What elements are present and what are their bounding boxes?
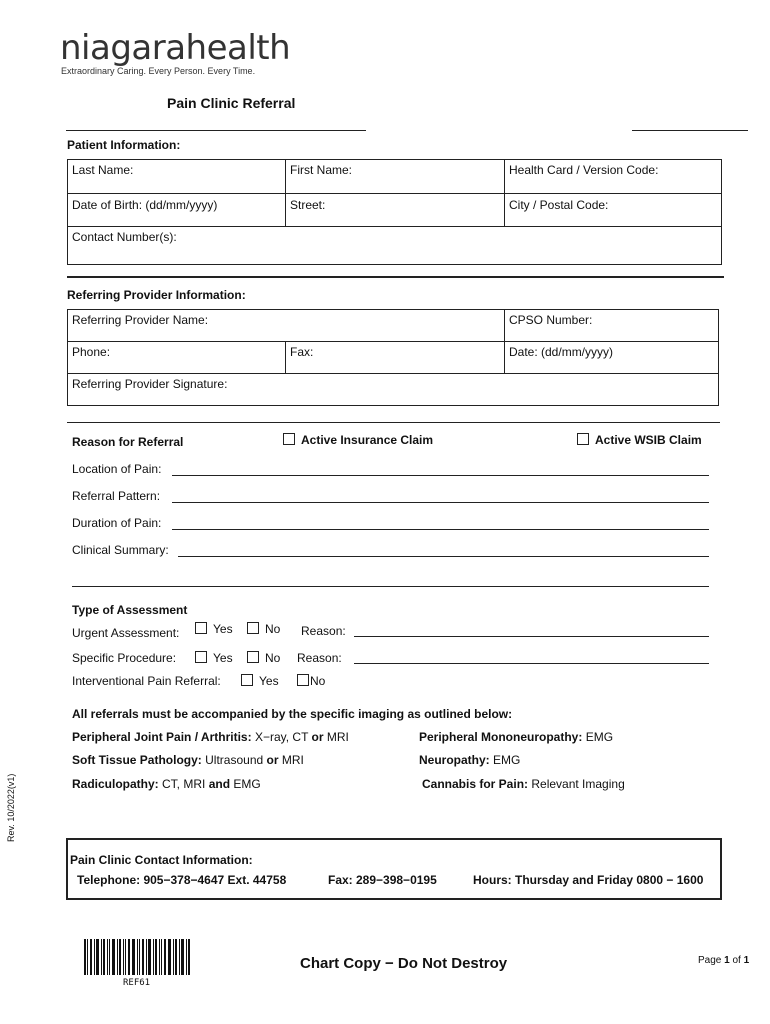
imaging-neuropathy	[419, 753, 520, 767]
neuropathy-label: Neuropathy:	[419, 753, 490, 767]
soft-tissue-or: or	[266, 753, 279, 767]
provider-name-field[interactable]: Referring Provider Name:	[72, 313, 209, 327]
specific-yes-checkbox[interactable]	[195, 651, 207, 663]
provider-signature-field[interactable]: Referring Provider Signature:	[72, 377, 228, 391]
location-of-pain-label: Location of Pain:	[72, 462, 162, 476]
mononeuropathy-label: Peripheral Mononeuropathy:	[419, 730, 583, 744]
page-word: Page	[698, 955, 722, 966]
chart-copy-notice: Chart Copy − Do Not Destroy	[300, 955, 508, 972]
patient-col-divider-2	[504, 159, 505, 226]
last-name-field[interactable]: Last Name:	[72, 163, 134, 177]
provider-col-divider-3	[504, 341, 505, 373]
patient-col-divider-1	[285, 159, 286, 226]
provider-fax-field[interactable]: Fax:	[290, 345, 314, 359]
specific-yes-label: Yes	[213, 651, 233, 665]
imaging-soft-tissue	[72, 753, 304, 767]
urgent-reason-label: Reason:	[301, 624, 346, 638]
logo-wordmark: niagarahealth	[60, 28, 291, 68]
referral-pattern-line[interactable]	[172, 502, 709, 503]
radiculopathy-label: Radiculopathy:	[72, 777, 159, 791]
imaging-radiculopathy	[72, 777, 261, 791]
cannabis-imaging: Relevant Imaging	[531, 777, 625, 791]
specific-no-option[interactable]	[247, 651, 280, 665]
page-number	[698, 955, 749, 966]
cannabis-label: Cannabis for Pain:	[422, 777, 529, 791]
insurance-claim-label: Active Insurance Claim	[301, 433, 434, 447]
radiculopathy-and: and	[208, 777, 231, 791]
street-field[interactable]: Street:	[290, 198, 326, 212]
patient-row-divider-2	[67, 226, 722, 227]
urgent-reason-line[interactable]	[354, 636, 709, 637]
contact-title: Pain Clinic Contact Information:	[70, 853, 253, 867]
provider-section-title: Referring Provider Information:	[67, 288, 246, 302]
clinical-summary-line-2[interactable]	[72, 586, 709, 587]
imaging-cannabis	[422, 777, 625, 791]
urgent-no-option[interactable]	[247, 622, 280, 636]
interventional-no-label: No	[310, 674, 326, 688]
page-current: 1	[724, 955, 730, 966]
urgent-assessment-label: Urgent Assessment:	[72, 626, 180, 640]
first-name-field[interactable]: First Name:	[290, 163, 353, 177]
insurance-claim-option[interactable]	[283, 433, 433, 447]
imaging-joint-pain	[72, 730, 349, 744]
interventional-no-option[interactable]	[297, 674, 325, 688]
provider-row-divider-2	[67, 373, 719, 374]
urgent-no-checkbox[interactable]	[247, 622, 259, 634]
provider-col-divider-2	[285, 341, 286, 373]
provider-row-divider-1	[67, 341, 719, 342]
neuropathy-imaging: EMG	[493, 753, 521, 767]
contact-number-field[interactable]: Contact Number(s):	[72, 230, 177, 244]
duration-of-pain-line[interactable]	[172, 529, 709, 530]
provider-col-divider-1	[504, 309, 505, 341]
referral-date-field[interactable]: Date: (dd/mm/yyyy)	[509, 345, 614, 359]
specific-procedure-label: Specific Procedure:	[72, 651, 177, 665]
soft-tissue-imaging-b: MRI	[281, 753, 304, 767]
patient-row-divider-1	[67, 193, 722, 194]
insurance-claim-checkbox[interactable]	[283, 433, 295, 445]
specific-reason-line[interactable]	[354, 663, 709, 664]
interventional-referral-label: Interventional Pain Referral:	[72, 674, 221, 688]
interventional-yes-option[interactable]	[241, 674, 279, 688]
interventional-yes-label: Yes	[259, 674, 279, 688]
clinic-fax: Fax: 289−398−0195	[328, 873, 437, 887]
referral-pattern-label: Referral Pattern:	[72, 489, 161, 503]
radiculopathy-imaging-a: CT, MRI	[162, 777, 206, 791]
contact-info-box	[66, 838, 722, 900]
soft-tissue-label: Soft Tissue Pathology:	[72, 753, 202, 767]
title-rule-left	[66, 130, 366, 131]
title-rule-right	[632, 130, 748, 131]
specific-reason-label: Reason:	[297, 651, 342, 665]
location-of-pain-line[interactable]	[172, 475, 709, 476]
clinical-summary-label: Clinical Summary:	[72, 543, 169, 557]
patient-section-title: Patient Information:	[67, 138, 181, 152]
interventional-yes-checkbox[interactable]	[241, 674, 253, 686]
page-total: 1	[743, 955, 750, 966]
urgent-yes-label: Yes	[213, 622, 233, 636]
wsib-claim-checkbox[interactable]	[577, 433, 589, 445]
interventional-no-checkbox[interactable]	[297, 674, 309, 686]
soft-tissue-imaging-a: Ultrasound	[205, 753, 264, 767]
duration-of-pain-label: Duration of Pain:	[72, 516, 162, 530]
revision-note: Rev. 10/2022(v1)	[6, 773, 16, 842]
imaging-intro: All referrals must be accompanied by the specific imaging as outlined below:	[72, 707, 513, 721]
urgent-yes-option[interactable]	[195, 622, 233, 636]
wsib-claim-option[interactable]	[577, 433, 702, 447]
urgent-yes-checkbox[interactable]	[195, 622, 207, 634]
joint-pain-label: Peripheral Joint Pain / Arthritis:	[72, 730, 252, 744]
city-postal-field[interactable]: City / Postal Code:	[509, 198, 609, 212]
specific-no-checkbox[interactable]	[247, 651, 259, 663]
health-card-field[interactable]: Health Card / Version Code:	[509, 163, 659, 177]
clinical-summary-line[interactable]	[178, 556, 709, 557]
clinic-hours: Hours: Thursday and Friday 0800 − 1600	[473, 873, 704, 887]
page-of-word: of	[732, 955, 741, 966]
logo-tagline: Extraordinary Caring. Every Person. Every Time.	[61, 66, 256, 76]
date-of-birth-field[interactable]: Date of Birth: (dd/mm/yyyy)	[72, 198, 218, 212]
mononeuropathy-imaging: EMG	[585, 730, 614, 744]
assessment-title: Type of Assessment	[72, 603, 188, 617]
wsib-claim-label: Active WSIB Claim	[595, 433, 702, 447]
page-title: Pain Clinic Referral	[167, 95, 296, 111]
specific-no-label: No	[265, 651, 281, 665]
barcode-text: REF61	[123, 978, 151, 988]
joint-pain-or: or	[311, 730, 324, 744]
clinic-telephone: Telephone: 905−378−4647 Ext. 44758	[77, 873, 287, 887]
imaging-mononeuropathy	[419, 730, 613, 744]
provider-phone-field[interactable]: Phone:	[72, 345, 111, 359]
reason-title: Reason for Referral	[72, 435, 184, 449]
specific-yes-option[interactable]	[195, 651, 233, 665]
patient-section-rule	[67, 276, 724, 278]
barcode	[84, 939, 190, 975]
joint-pain-imaging-b: MRI	[326, 730, 349, 744]
joint-pain-imaging-a: X−ray, CT	[254, 730, 309, 744]
radiculopathy-imaging-b: EMG	[233, 777, 261, 791]
urgent-no-label: No	[265, 622, 281, 636]
cpso-number-field[interactable]: CPSO Number:	[509, 313, 593, 327]
referral-section-rule	[67, 422, 720, 423]
